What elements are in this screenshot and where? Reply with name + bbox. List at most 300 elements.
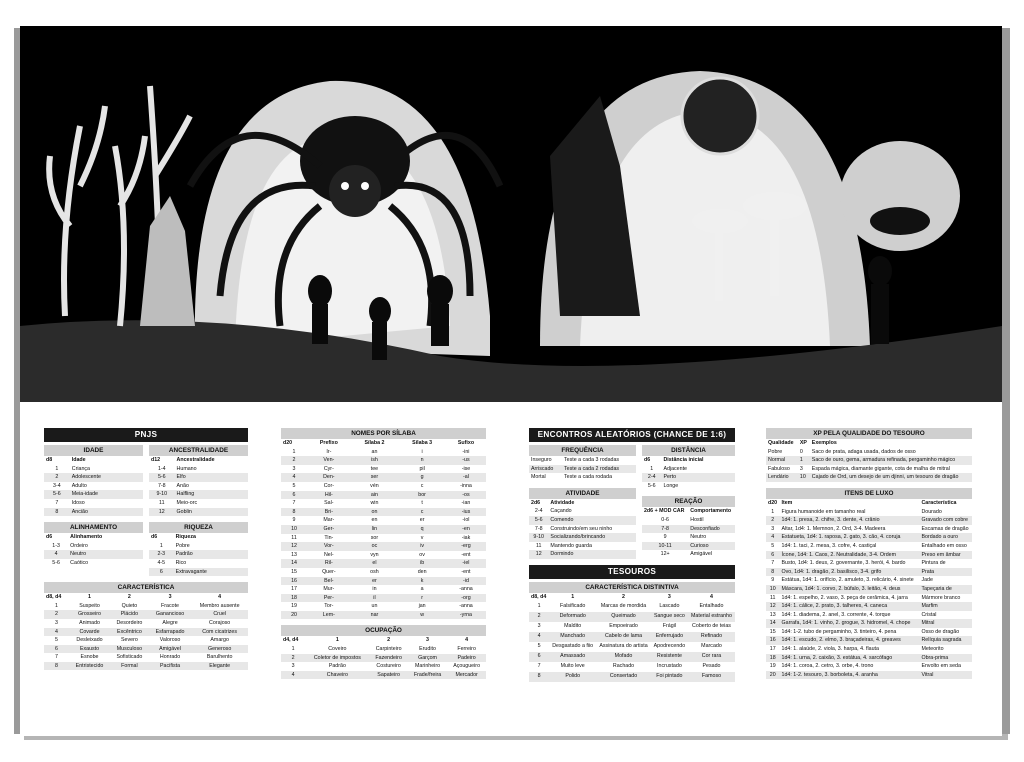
table-cell: 3	[799, 465, 803, 472]
alinhamento-heading: ALINHAMENTO	[44, 522, 143, 533]
table-cell: 15	[769, 628, 776, 635]
table-cell: 17	[769, 646, 776, 653]
table-row	[281, 594, 486, 603]
table-cell: Mantendo guarda	[550, 542, 592, 549]
table-cell: 18	[766, 654, 780, 663]
table-row	[529, 662, 735, 672]
table-cell: 3	[537, 623, 541, 630]
table-cell: 2	[766, 516, 780, 525]
table-row	[529, 473, 636, 482]
table-row	[766, 508, 972, 517]
table-cell: Coletor de impostos	[305, 654, 369, 663]
table-cell: 3	[55, 619, 58, 626]
column-header: Sílaba 3	[412, 440, 433, 446]
table-row	[149, 482, 248, 491]
table-cell: -ius	[446, 508, 486, 517]
table-cell: Fracote	[161, 602, 180, 609]
table-cell: 1	[292, 448, 296, 455]
table-cell: Suspeito	[79, 602, 100, 609]
table-cell: Normal	[766, 456, 798, 465]
table-cell: Entalhado em osso	[921, 542, 967, 549]
caracteristica-table	[44, 593, 248, 670]
dungeon-scene-illustration	[20, 26, 1002, 402]
table-row	[149, 542, 248, 551]
table-row	[44, 653, 248, 662]
table-cell: 9	[292, 517, 296, 524]
table-cell: Tapeçaria de	[919, 585, 972, 594]
table-row	[44, 490, 143, 499]
table-cell: Pobre	[175, 542, 190, 549]
table-cell: Sal-	[324, 500, 334, 507]
table-cell: Altar, 1d4: 1. Memnon, 2. Ord, 3-4. Madeera	[781, 525, 886, 532]
distintiva-heading: CARACTERÍSTICA DISTINTIVA	[529, 582, 735, 593]
table-row	[149, 473, 248, 482]
table-cell: Falsificado	[560, 603, 586, 610]
table-cell: Desleixado	[76, 637, 103, 644]
table-cell: Nel-	[323, 551, 334, 558]
table-cell: Neutro	[68, 550, 143, 559]
table-cell: 7	[537, 663, 541, 670]
table-header-row	[44, 456, 143, 465]
table-cell: Dourado	[921, 508, 942, 515]
table-cell: Pobre	[768, 448, 783, 455]
table-cell: Saco de ouro, gema, armadura refinada, pergaminho mágico	[810, 456, 972, 465]
table-cell: Entalhado	[699, 603, 724, 610]
table-cell: Bel-	[307, 577, 351, 586]
table-row	[281, 551, 486, 560]
table-cell: Padrão	[174, 550, 248, 559]
table-cell: 12+	[660, 551, 670, 558]
table-cell: Ger-	[307, 525, 351, 534]
table-cell: Quieto	[121, 602, 138, 609]
table-cell: 4	[281, 473, 307, 482]
distancia-heading: DISTÂNCIA	[642, 445, 735, 456]
table-cell: Busto, 1d4: 1. deus, 2. governante, 3. herói, 4. bardo	[781, 560, 906, 567]
table-cell: t	[421, 500, 423, 507]
table-header-row	[149, 456, 248, 465]
table-cell: 3	[292, 465, 296, 472]
table-cell: -inna	[460, 482, 472, 489]
table-cell: 7	[292, 500, 296, 507]
table-cell: Carpinteiro	[375, 646, 402, 653]
table-cell: -us	[446, 456, 486, 465]
table-row	[281, 508, 486, 517]
table-row	[529, 632, 735, 642]
table-cell: 12	[529, 550, 548, 559]
table-cell: Polido	[549, 672, 596, 682]
table-header-row	[529, 593, 735, 602]
table-row	[766, 551, 972, 560]
table-row	[766, 559, 972, 568]
column-header: 2d6	[531, 499, 541, 506]
table-cell: Apodrecendo	[653, 643, 686, 650]
table-cell: Idoso	[71, 499, 85, 506]
table-cell: 18	[281, 594, 307, 603]
table-row	[281, 654, 486, 663]
table-row	[281, 491, 486, 500]
table-cell: Enferrujado	[651, 632, 688, 642]
table-cell: 1d4: 1. alaúde, 2. viola, 3. harpa, 4. flauta	[781, 646, 879, 653]
table-cell: Incrustado	[657, 663, 682, 670]
table-cell: Extravagante	[174, 568, 248, 577]
column-header: Riqueza	[175, 534, 196, 541]
table-cell: g	[398, 473, 446, 482]
table-cell: Gravado com cobre	[919, 516, 972, 525]
table-row	[642, 516, 735, 525]
table-row	[529, 456, 636, 465]
table-row	[766, 619, 972, 628]
table-row	[281, 585, 486, 594]
table-cell: Arriscado	[529, 465, 562, 474]
column-header: 4	[710, 593, 713, 600]
table-row	[281, 671, 486, 680]
table-row	[529, 642, 735, 652]
table-cell: Dormindo	[548, 550, 636, 559]
table-row	[766, 576, 972, 585]
column-tesouro-xp	[766, 428, 972, 679]
column-header: Ancestralidade	[176, 457, 215, 463]
table-row	[44, 559, 143, 568]
table-header-row	[529, 499, 636, 508]
table-cell: Figura humanoide em tamanho real	[781, 508, 866, 515]
table-cell: 14	[766, 619, 780, 628]
table-cell: Mur-	[323, 586, 335, 593]
table-cell: Rico	[175, 559, 187, 566]
table-row	[529, 612, 735, 622]
table-cell: Mercador	[447, 671, 486, 680]
table-cell: Mortal	[531, 474, 546, 481]
column-header: d12	[151, 457, 161, 463]
table-row	[149, 568, 248, 577]
table-cell: an	[371, 448, 378, 455]
table-cell: il	[351, 594, 399, 603]
table-row	[281, 662, 486, 671]
table-row	[529, 516, 636, 525]
table-row	[766, 525, 972, 534]
table-row	[766, 662, 972, 671]
table-cell: en	[371, 517, 378, 524]
table-cell: Frade/freira	[408, 671, 447, 680]
table-cell: Fabuloso	[768, 465, 790, 472]
table-cell: Socializando/brincando	[548, 533, 636, 542]
table-cell: -anna	[459, 603, 473, 610]
idade-table	[44, 456, 143, 516]
table-cell: Alegre	[162, 619, 178, 626]
alinhamento-table	[44, 533, 143, 567]
table-cell: ain	[351, 491, 399, 500]
table-row	[44, 482, 143, 491]
table-cell: Escamas de dragão	[921, 525, 969, 532]
table-cell: 3	[291, 663, 295, 670]
table-row	[281, 525, 486, 534]
table-cell: Obra-prima	[919, 654, 972, 663]
table-cell: 6	[44, 645, 69, 654]
table-cell: -al	[446, 473, 486, 482]
table-cell: 11	[535, 542, 542, 549]
nomes-heading: NOMES POR SÍLABA	[281, 428, 486, 439]
table-row	[529, 550, 636, 559]
table-row	[149, 508, 248, 517]
table-cell: ish	[351, 456, 399, 465]
table-cell: 12	[281, 542, 307, 551]
table-cell: Refinado	[688, 632, 735, 642]
table-cell: 1d4: 1. coroa, 2. cetro, 3. orbe, 4. trono	[781, 663, 874, 670]
table-cell: 5	[55, 637, 58, 644]
table-cell: 5-6	[44, 490, 70, 499]
table-cell: -yrna	[446, 611, 486, 620]
table-row	[766, 611, 972, 620]
table-cell: Neutro	[690, 534, 707, 541]
cover-illustration	[20, 26, 1002, 402]
table-row	[281, 542, 486, 551]
table-cell: Chaveiro	[305, 671, 369, 680]
column-header: 3	[168, 594, 172, 601]
table-cell: 5-6	[149, 473, 175, 482]
table-cell: Vor-	[307, 542, 351, 551]
table-cell: 7	[771, 560, 775, 567]
table-row	[281, 473, 486, 482]
table-row	[766, 568, 972, 577]
table-cell: Estátua, 1d4: 1. orifício, 2. amuleto, 3. relicário, 4. sinete	[781, 577, 914, 584]
table-cell: 4	[44, 628, 69, 637]
column-pnjs	[44, 428, 248, 670]
table-row	[44, 662, 248, 671]
table-cell: ib	[398, 559, 446, 568]
table-cell: 1d4: 1. urna, 2. caixão, 3. estátua, 4. sarcófago	[780, 654, 920, 663]
column-header: 2	[127, 594, 131, 601]
table-cell: -ent	[461, 551, 471, 558]
table-cell: Elegante	[191, 662, 248, 671]
table-row	[766, 516, 972, 525]
table-cell: 14	[281, 559, 307, 568]
table-row	[281, 611, 486, 620]
column-header: Característica	[921, 499, 957, 506]
table-cell: Meio-orc	[176, 499, 198, 506]
table-cell: Muito leve	[560, 663, 585, 670]
table-cell: Caótico	[70, 559, 89, 566]
column-encontros	[529, 428, 735, 682]
idade-heading: IDADE	[44, 445, 143, 456]
table-cell: Maldito	[564, 623, 582, 630]
table-cell: 1	[55, 465, 59, 472]
table-cell: ov	[419, 551, 425, 558]
table-cell: 1d4: 1. diadema, 2. anel, 3. corrente, 4. torque	[781, 611, 891, 618]
table-cell: 16	[766, 636, 780, 645]
table-cell: Anão	[176, 482, 189, 489]
table-cell: 1d4: 1. cálice, 2. prato, 3. talheres, 4. caneca	[780, 602, 920, 611]
table-cell: un	[371, 603, 378, 610]
table-cell: er	[351, 577, 399, 586]
table-cell: 5	[537, 643, 541, 650]
table-cell: Mofado	[596, 652, 651, 662]
table-cell: 1-4	[157, 465, 166, 472]
column-header: Prefixo	[319, 440, 338, 446]
table-cell: 9-10	[529, 533, 548, 542]
table-cell: Jade	[921, 577, 933, 584]
column-header: Qualidade	[768, 440, 794, 446]
encontros-heading: ENCONTROS ALEATÓRIOS (CHANCE DE 1:6)	[529, 428, 735, 442]
table-cell: Sangue seco	[651, 612, 688, 622]
table-cell: Estatueta, 1d4: 1. raposa, 2. gato, 3. cão, 4. coruja	[780, 533, 920, 542]
table-row	[529, 465, 636, 474]
table-row	[281, 516, 486, 525]
table-row	[642, 465, 735, 474]
table-cell: Fazendeiro	[369, 654, 407, 663]
table-cell: 12	[149, 508, 175, 517]
table-cell: q	[398, 525, 446, 534]
table-cell: 19	[291, 603, 297, 610]
table-cell: 20	[766, 671, 780, 680]
table-cell: Cajado de Ord, um desejo de um djinni, um tesouro de dragão	[810, 473, 972, 482]
table-cell: el	[351, 559, 399, 568]
table-cell: 6	[149, 568, 174, 577]
column-header: d6	[46, 534, 53, 541]
table-cell: Garçom	[408, 654, 447, 663]
table-cell: Famoso	[688, 672, 735, 682]
table-cell: Teste a cada 2 rodadas	[562, 465, 636, 474]
table-cell: Ganancioso	[149, 610, 192, 619]
table-cell: 9	[663, 534, 667, 541]
table-cell: Ril-	[307, 559, 351, 568]
table-cell: k	[398, 577, 446, 586]
table-row	[529, 525, 636, 534]
table-cell: 7	[55, 499, 59, 506]
table-cell: Perto	[661, 473, 735, 482]
table-cell: -iak	[461, 534, 471, 541]
table-cell: 11	[770, 594, 776, 601]
column-header: d20	[768, 499, 778, 506]
table-row	[642, 542, 735, 551]
table-cell: Resistente	[651, 652, 688, 662]
table-cell: Tor-	[324, 603, 334, 610]
table-row	[642, 525, 735, 534]
table-cell: Marinheiro	[415, 663, 441, 670]
table-cell: Amigável	[149, 645, 192, 654]
table-cell: vén	[370, 482, 379, 489]
table-cell: Elfo	[175, 473, 248, 482]
table-cell: Empoeirado	[609, 623, 638, 630]
column-header: Sílaba 2	[364, 440, 385, 446]
table-cell: Adjacente	[663, 465, 687, 472]
table-row	[44, 499, 143, 508]
table-cell: 0-6	[661, 516, 669, 523]
table-cell: Curioso	[688, 542, 735, 551]
table-cell: 6	[766, 551, 780, 560]
table-cell: 3-4	[53, 482, 61, 489]
table-cell: 1	[159, 542, 163, 549]
table-cell: -ian	[461, 500, 471, 507]
table-cell: 16	[281, 577, 307, 586]
table-cell: Esfarrapado	[149, 628, 192, 637]
table-cell: den	[417, 568, 427, 575]
column-nomes	[281, 428, 486, 679]
page-shadow-right	[1002, 28, 1010, 734]
table-cell: iv	[398, 542, 446, 551]
table-header-row	[766, 499, 972, 508]
table-cell: Coberto de teias	[692, 623, 731, 630]
table-cell: Espada mágica, diamante gigante, cota de malha de mitral	[811, 465, 950, 472]
table-cell: Sofisticado	[116, 654, 143, 661]
table-cell: Honrado	[159, 654, 181, 661]
table-cell: Bri-	[307, 508, 351, 517]
table-cell: 3	[771, 525, 775, 532]
table-row	[529, 622, 735, 632]
table-cell: Plácido	[110, 610, 149, 619]
table-cell: 2-4	[534, 508, 543, 515]
table-row	[766, 636, 972, 645]
table-cell: -erg	[446, 542, 486, 551]
xp-heading: XP PELA QUALIDADE DO TESOURO	[766, 428, 972, 439]
table-cell: 2	[281, 654, 305, 663]
table-cell: osh	[370, 568, 379, 575]
table-cell: Ir-	[326, 448, 332, 455]
table-cell: 1d4: 1. escudo, 2. elmo, 3. braçadeiras, 4. greaves	[780, 636, 920, 645]
table-cell: Mar-	[323, 517, 335, 524]
table-cell: Cabelo de lama	[596, 632, 651, 642]
table-cell: 11	[159, 499, 165, 506]
table-row	[281, 448, 486, 457]
table-cell: Lascado	[659, 603, 680, 610]
table-row	[44, 508, 143, 517]
table-cell: Pesado	[702, 663, 721, 670]
table-cell: 10	[281, 525, 307, 534]
table-row	[149, 559, 248, 568]
table-cell: Foi pintado	[651, 672, 688, 682]
table-cell: Padeiro	[447, 654, 486, 663]
column-header: Sufixo	[457, 440, 475, 446]
table-cell: Mármore branco	[921, 594, 961, 601]
caracteristica-heading: CARACTERÍSTICA	[44, 582, 248, 593]
table-cell: Pintura de	[921, 560, 946, 567]
table-cell: Marfim	[919, 602, 972, 611]
table-header-row	[766, 439, 972, 448]
table-cell: 7-8	[642, 525, 688, 534]
table-cell: Garrafa, 1d4: 1. vinho, 2. grogue, 3. hidromel, 4. chope	[780, 619, 920, 628]
table-cell: Teste a cada rodada	[564, 474, 613, 481]
table-cell: Hil-	[307, 491, 351, 500]
table-row	[149, 490, 248, 499]
column-header: 3	[426, 637, 429, 644]
table-cell: Sapateiro	[369, 671, 407, 680]
table-cell: Marcado	[701, 643, 722, 650]
table-cell: pil	[419, 465, 425, 472]
column-header: 1	[88, 594, 91, 601]
column-header: Idade	[71, 457, 86, 463]
table-cell: Cyr-	[323, 465, 334, 472]
table-cell: 9	[771, 577, 775, 584]
table-cell: 5-6	[647, 482, 656, 489]
table-cell: Meia-idade	[70, 490, 143, 499]
table-cell: Den-	[307, 473, 351, 482]
table-cell: 1-3	[52, 542, 60, 549]
table-row	[766, 602, 972, 611]
table-cell: 4	[766, 533, 780, 542]
column-header: 2	[387, 637, 391, 644]
table-cell: Queimado	[596, 612, 651, 622]
table-header-row	[44, 593, 248, 602]
table-row	[642, 550, 735, 559]
column-header: Atividade	[550, 499, 575, 506]
table-cell: Esnobe	[80, 654, 99, 661]
ocupacao-heading: OCUPAÇÃO	[281, 625, 486, 636]
table-cell: 5	[771, 542, 775, 549]
table-row	[44, 628, 248, 637]
table-cell: w	[398, 611, 446, 620]
pnjs-heading: PNJS	[44, 428, 248, 442]
table-cell: -anna	[459, 586, 473, 593]
table-cell: win	[370, 500, 379, 507]
table-header-row	[44, 533, 143, 542]
